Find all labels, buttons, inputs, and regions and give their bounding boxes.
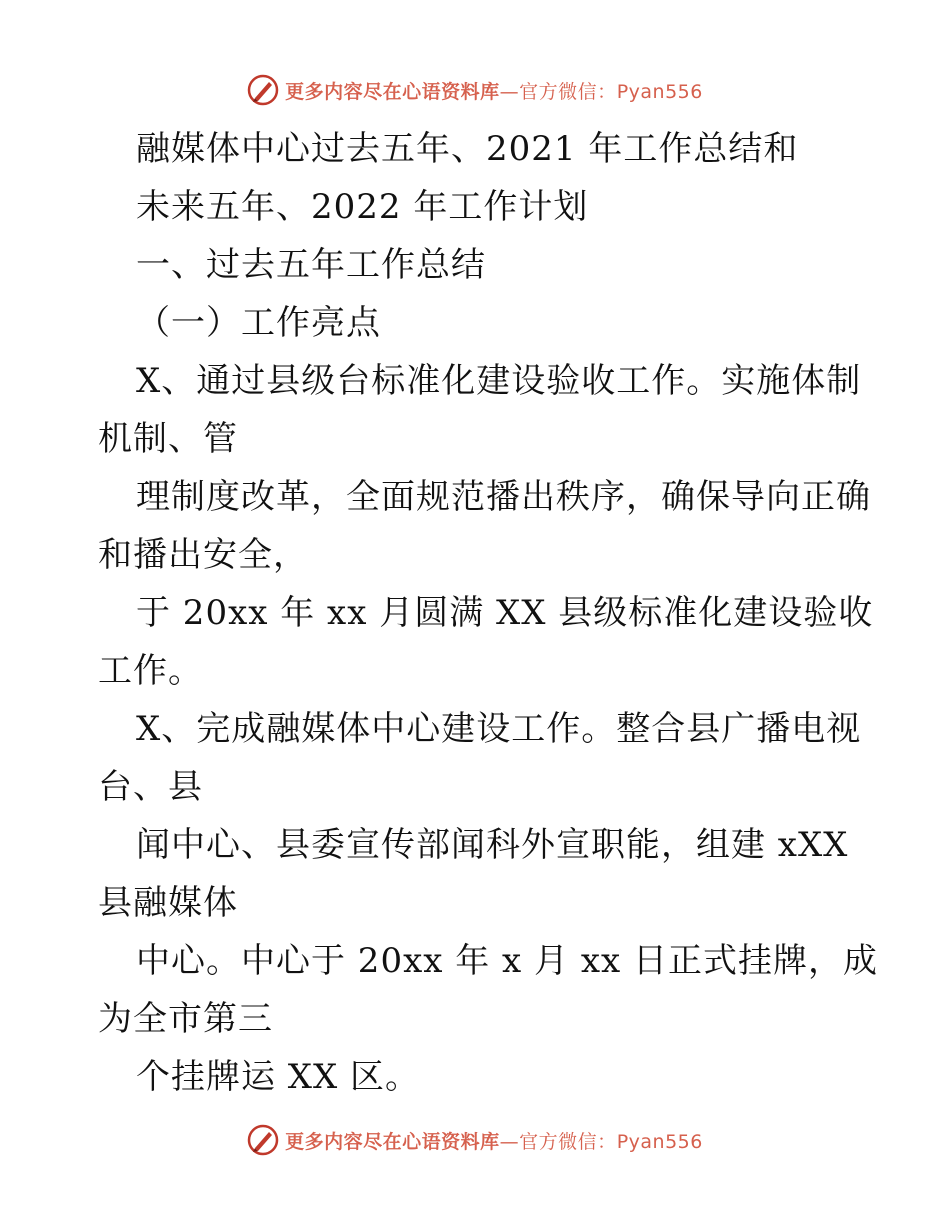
paragraph-line: 工作。	[98, 651, 203, 691]
section-heading: 一、过去五年工作总结	[136, 245, 486, 285]
watermark-separator: —	[499, 80, 520, 103]
watermark-main: 更多内容尽在心语资料库	[285, 1130, 500, 1153]
watermark-wechat-label: 官方微信：	[519, 1130, 617, 1153]
watermark-separator: —	[499, 1130, 520, 1153]
paragraph-line: 县融媒体	[98, 883, 238, 923]
watermark-banner-top	[0, 70, 950, 110]
watermark-wechat-label: 官方微信：	[519, 80, 617, 103]
paragraph-line: 中心。中心于 20xx 年 x 月 xx 日正式挂牌，成	[136, 941, 878, 981]
watermark-text	[285, 77, 703, 104]
document-body	[98, 120, 878, 1106]
watermark-text	[285, 1127, 703, 1154]
pen-logo-icon	[247, 74, 279, 106]
paragraph-line: 个挂牌运 XX 区。	[136, 1057, 421, 1097]
subsection-heading: （一）工作亮点	[136, 303, 381, 343]
paragraph-line: 为全市第三	[98, 999, 273, 1039]
watermark-main: 更多内容尽在心语资料库	[285, 80, 500, 103]
paragraph-line: 理制度改革，全面规范播出秩序，确保导向正确	[136, 477, 871, 517]
pen-logo-icon	[247, 1124, 279, 1156]
paragraph-line: 台、县	[98, 767, 203, 807]
paragraph-line: 机制、管	[98, 419, 238, 459]
paragraph-line: 闻中心、县委宣传部闻科外宣职能，组建 xXX	[136, 825, 849, 865]
paragraph-line: X、完成融媒体中心建设工作。整合县广播电视	[136, 709, 862, 749]
paragraph-line: 于 20xx 年 xx 月圆满 XX 县级标准化建设验收	[136, 593, 874, 633]
doc-title-line-1: 融媒体中心过去五年、2021 年工作总结和	[136, 129, 799, 169]
paragraph-line: 和播出安全，	[98, 535, 308, 575]
watermark-banner-bottom	[0, 1120, 950, 1160]
watermark-wechat-id: Pyan556	[616, 80, 703, 103]
paragraph-line: X、通过县级台标准化建设验收工作。实施体制	[136, 361, 862, 401]
doc-title-line-2: 未来五年、2022 年工作计划	[136, 187, 589, 227]
watermark-wechat-id: Pyan556	[616, 1130, 703, 1153]
